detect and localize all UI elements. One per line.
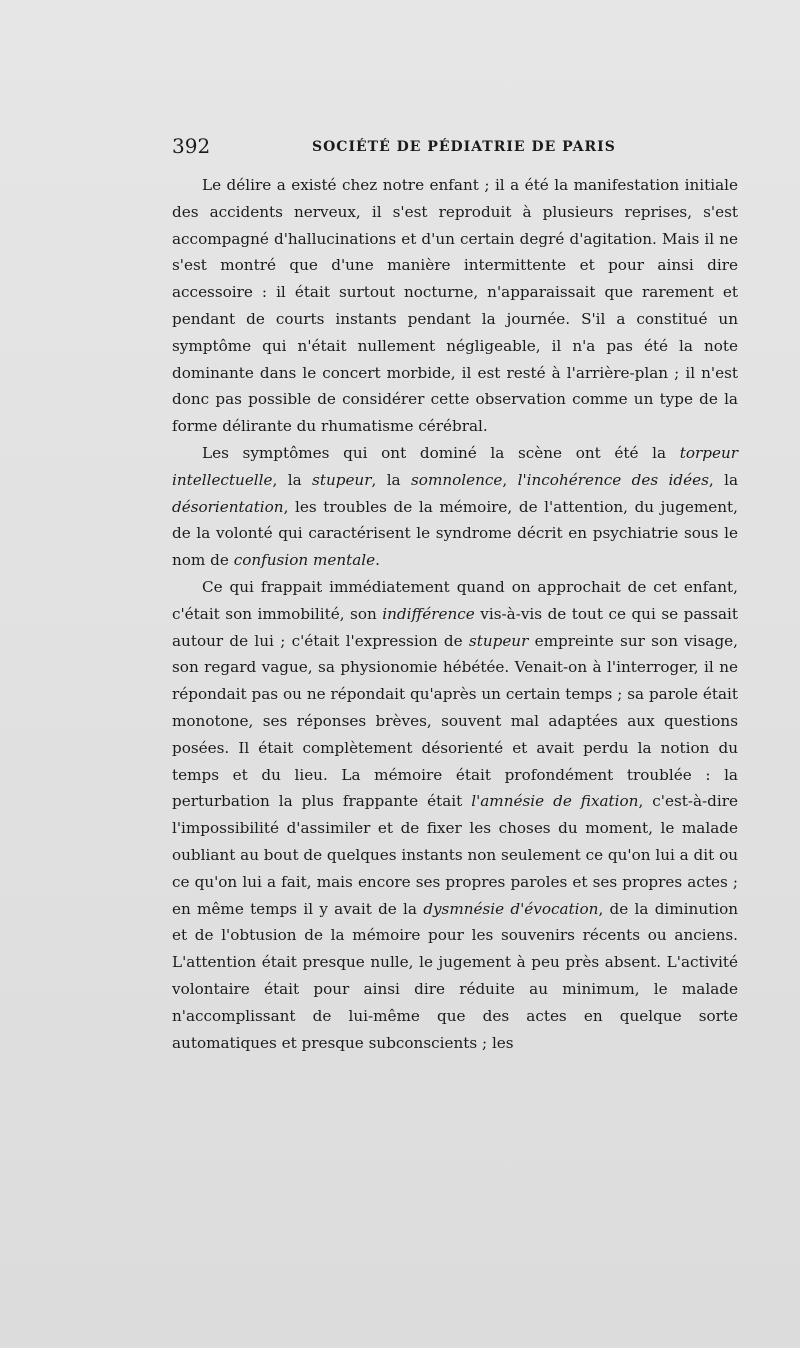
text-run: , la [708, 470, 739, 489]
running-title: SOCIÉTÉ DE PÉDIATRIE DE PARIS [312, 139, 616, 155]
text-run: , c'est-à-dire l'impossibilité d'assimiler et de fixer les choses du moment, le malade oubliant au bout de quelques instants non seulement ce qu'on lui a dit ou ce qu'on lui a fait, mais encore ses propres paroles et ses propres actes ; en même temps il y avait de la [172, 792, 738, 918]
italic-term: l'incohérence des idées [517, 470, 709, 489]
page-number: 392 [172, 134, 211, 158]
italic-term: indifférence [382, 604, 475, 623]
italic-term: stupeur [312, 470, 372, 489]
paragraph-3 [172, 574, 738, 1056]
italic-term: désorientation [172, 497, 284, 516]
paragraph-2 [172, 440, 738, 574]
text-run: , les troubles de la mémoire, de l'attention, du jugement, de la volonté qui caractérisent le syndrome décrit en psychiatrie sous le nom de [172, 497, 738, 570]
text-run: Ce qui frappait immédiatement quand on approchait de cet enfant, c'était son immobilité, son [172, 577, 738, 623]
paragraph-1 [172, 172, 738, 440]
italic-term: torpeur intellectuelle [172, 443, 738, 489]
italic-term: somnolence [411, 470, 503, 489]
italic-term: l'amnésie de fixation [471, 792, 639, 811]
text-run: empreinte sur son visage, son regard vague, sa physionomie hébétée. Venait-on à l'interroger, il ne répondait pas ou ne répondait qu'après un certain temps ; sa parole était monotone, ses réponses brèves, souvent mal adaptées aux questions posées. Il était complètement désorienté et avait perdu la notion du temps et du lieu. La mémoire était profondément troublée : la perturbation la plus frappante était [172, 631, 738, 811]
italic-term: confusion mentale [233, 551, 376, 570]
text-run: Le délire a existé chez notre enfant ; il a été la manifestation initiale des accidents nerveux, il s'est reproduit à plusieurs reprises, s'est accompagné d'hallucinations et d'un certain degré d'agitation. Mais il ne s'est montré que d'une manière intermittente et pour ainsi dire accessoire : il était surtout nocturne, n'apparaissait que rarement et pendant de courts instants pendant la journée. S'il a constitué un symptôme qui n'était nullement négligeable, il n'a pas été la note dominante dans le concert morbide, il est resté à l'arrière-plan ; il n'est donc pas possible de considérer cette observation comme un type de la forme délirante du rhumatisme cérébral. [172, 176, 738, 436]
italic-term: dysmnésie d'évocation [423, 899, 599, 918]
text-run: , la [272, 470, 313, 489]
body-text [172, 172, 738, 1056]
text-run: , [502, 470, 518, 489]
italic-term: stupeur [468, 631, 529, 650]
text-run: , de la diminution et de l'obtusion de la mémoire pour les souvenirs récents ou anciens. L'attention était presque nulle, le jugement à peu près absent. L'activité volontaire était pour ainsi dire réduite au minimum, le malade n'accomplissant de lui-même que des actes en quelque sorte automatiques et presque subconscients ; les [172, 899, 738, 1052]
text-run: . [375, 551, 380, 570]
text-run: , la [371, 470, 412, 489]
text-run: Les symptômes qui ont dominé la scène ont été la [202, 443, 680, 462]
text-run: vis-à-vis de tout ce qui se passait autour de lui ; c'était l'expression de [172, 604, 738, 650]
